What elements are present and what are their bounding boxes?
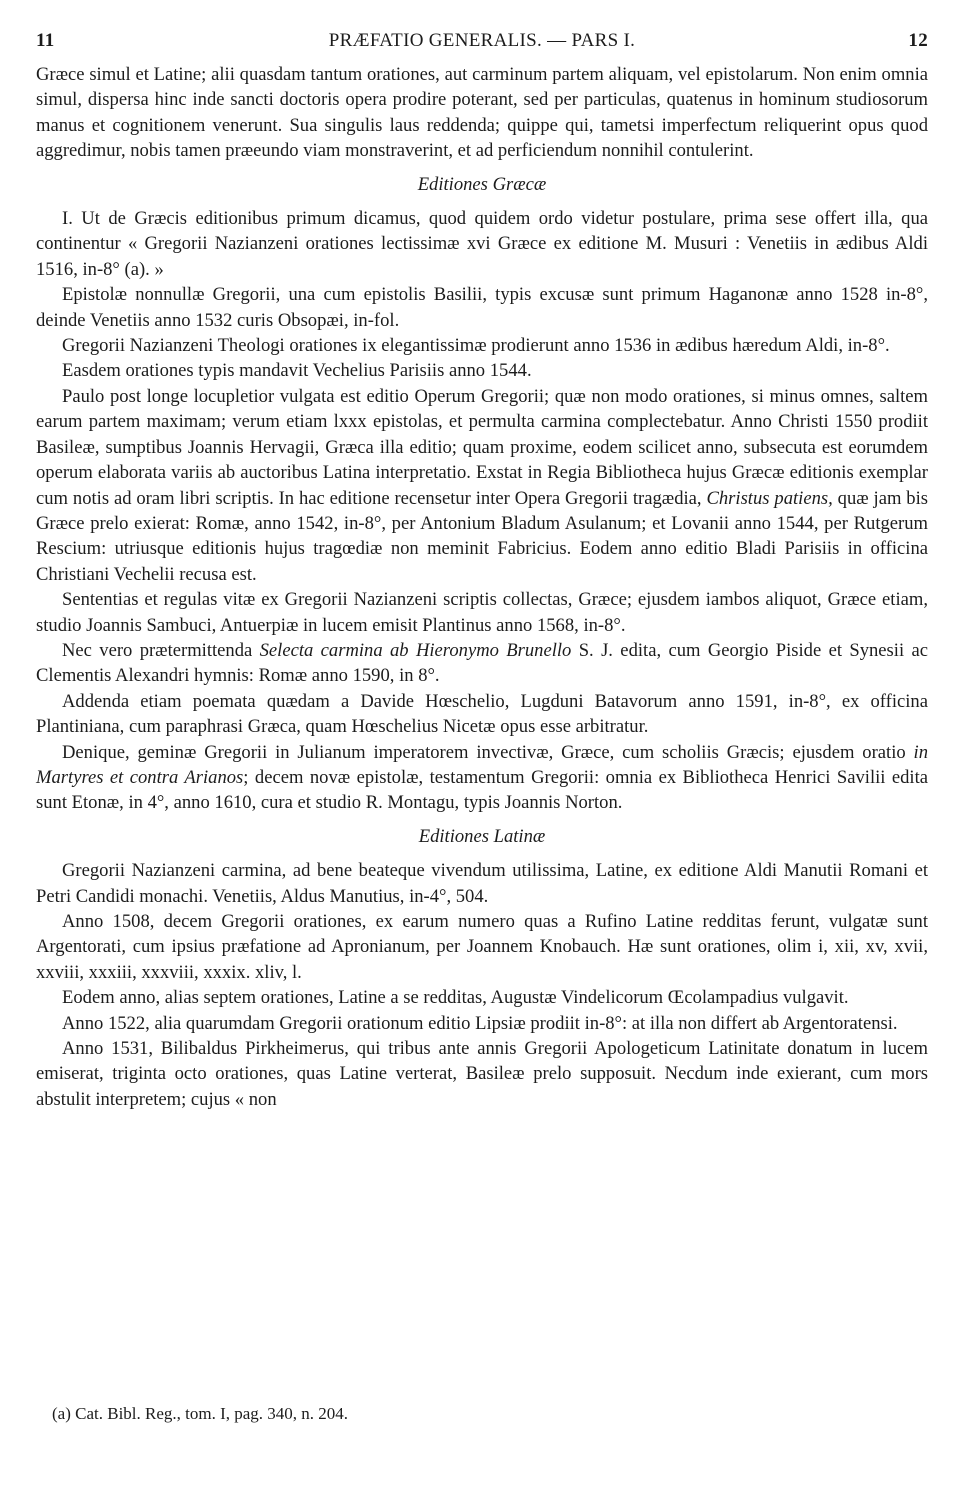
paragraph-latinae-4: Anno 1522, alia quarumdam Gregorii orationum editio Lipsiæ prodiit in-8°: at illa non differt ab Argentoratensi. xyxy=(62,1012,898,1034)
paragraph-graecae-9-part-a: Denique, geminæ Gregorii in Julianum imperatorem invectivæ, Græce, cum scholiis Græcis; ejusdem oratio xyxy=(62,741,914,763)
paragraph-graecae-8: Addenda etiam poemata quædam a Davide Hœschelio, Lugduni Batavorum anno 1591, in-8°, ex officina Plantiniana, cum paraphrasi Græca, quam Hœschelius Nicetæ opus esse arbitratur. xyxy=(36,690,928,738)
work-title-in-martyres: in Martyres et contra Arianos xyxy=(36,741,928,788)
paragraph-graecae-1: I. Ut de Græcis editionibus primum dicamus, quod quidem ordo videtur postulare, prima sese offert illa, qua continentur « Gregorii Nazianzeni orationes lectissimæ xvi Græce ex editione M. Musuri : Venetiis in ædibus Aldi 1516, in-8° (a). » xyxy=(36,208,928,280)
paragraph-latinae-2: Anno 1508, decem Gregorii orationes, ex earum numero quas a Rufino Latine redditas ferunt, vulgatæ sunt Argentorati, cum ipsius præfatione ad Apronianum, per Joannem Knobauch. Hæ sunt orationes, olim i, xii, xv, xvii, xxviii, xxxiii, xxxviii, xxxix. xliv, l. xyxy=(36,911,928,983)
paragraph-graecae-4: Easdem orationes typis mandavit Vechelius Parisiis anno 1544. xyxy=(62,360,532,382)
section-heading-graecae: Editiones Græcæ xyxy=(417,173,547,195)
section-heading-latinae: Editiones Latinæ xyxy=(418,825,546,847)
paragraph-graecae-6: Sententias et regulas vitæ ex Gregorii Nazianzeni scriptis collectas, Græce; ejusdem iambos aliquot, Græce etiam, studio Joannis Sambuci, Antuerpiæ in lucem emisit Plantinus anno 1568, in-8°. xyxy=(36,589,928,636)
paragraph-graecae-5-part-b: quæ jam bis Græce prelo exierat: Romæ, anno 1542, in-8°, per Antonium Bladum Asulanum; et Lovanii anno 1544, per Rutgerum Rescium: utriusque editionis hujus tragœdiæ non meminit Fabricius. Eodem anno editio Bladi Parisiis in officina Christiani Vechelii recusa est. xyxy=(36,487,929,585)
paragraph-graecae-2: Epistolæ nonnullæ Gregorii, una cum epistolis Basilii, typis excusæ sunt primum Haganonæ anno 1528 in-8°, deinde Venetiis anno 1532 curis Obsopæi, in-fol. xyxy=(36,284,928,331)
paragraph-latinae-1: Gregorii Nazianzeni carmina, ad bene beateque vivendum utilissima, Latine, ex editione Aldi Manutii Romani et Petri Candidi monachi. Venetiis, Aldus Manutius, in-4°, 504. xyxy=(36,860,928,907)
body-text xyxy=(36,62,928,1112)
paragraph-graecae-5 xyxy=(36,384,928,587)
paragraph-graecae-7 xyxy=(36,638,928,689)
running-title: PRÆFATIO GENERALIS. — PARS I. xyxy=(328,30,636,51)
running-head xyxy=(36,30,928,62)
paragraph-graecae-7-part-a: Nec vero prætermittenda xyxy=(62,639,260,661)
footnote: (a) Cat. Bibl. Reg., tom. I, pag. 340, n. 204. xyxy=(52,1404,349,1423)
document-page xyxy=(36,30,928,1112)
page-number-left: 11 xyxy=(36,30,55,51)
paragraph-latinae-5: Anno 1531, Bilibaldus Pirkheimerus, qui tribus ante annis Gregorii Apologeticum Latinitate donatum in lucem emiserat, triginta octo orationes, quas Latine verterat, Basileæ prelo supposuit. Necdum inde exierant, cum mors abstulit interpretem; cujus « non xyxy=(36,1038,928,1110)
work-title-christus-patiens: Christus patiens, xyxy=(706,487,833,509)
paragraph-graecae-9 xyxy=(36,740,928,816)
paragraph-latinae-3: Eodem anno, alias septem orationes, Latine a se redditas, Augustæ Vindelicorum Œcolampadius vulgavit. xyxy=(62,987,849,1009)
work-title-selecta-carmina: Selecta carmina ab Hieronymo Brunello xyxy=(259,639,572,661)
paragraph-graecae-9-part-b: ; decem novæ epistolæ, testamentum Gregorii: omnia ex Bibliotheca Henrici Savilii edita sunt Etonæ, in 4°, anno 1610, cura et studio R. Montagu, typis Joannis Norton. xyxy=(36,766,929,814)
paragraph-graecae-5-part-a: Paulo post longe locupletior vulgata est editio Operum Gregorii; quæ non modo orationes, si minus omnes, saltem earum partem maximam; verum etiam lxxx epistolas, et permulta carmina complectebatur. Anno Christi 1550 prodiit Basileæ, sumptibus Joannis Hervagii, Græca illa editio; quam proxime, eodem scilicet anno, subsecuta est eorumdem operum elaborata variis ab auctoribus Latina interpretatio. Exstat in Regia Bibliotheca hujus Græcæ editionis exemplar cum notis ad oram libri scriptis. In hac editione recensetur inter Opera Gregorii tragædia, xyxy=(36,385,928,509)
page-number-right: 12 xyxy=(908,30,928,51)
paragraph-graecae-7-part-b: S. J. edita, cum Georgio Piside et Synesii ac Clementis Alexandri hymnis: Romæ anno 1590, in 8°. xyxy=(36,639,928,687)
intro-paragraph: Græce simul et Latine; alii quasdam tantum orationes, aut carminum partem aliquam, vel epistolarum. Non enim omnia simul, dispersa hinc inde sancti doctoris opera prodire poterant, sed per particulas, quatenus in hominum studiosorum manus et cognitionem venerunt. Sua singulis laus reddenda; quippe qui, tametsi imperfectum reliquerint opus quod aggredimur, nobis tamen præeundo viam monstraverint, et ad perficiendum nonnihil contulerint. xyxy=(36,64,928,162)
paragraph-graecae-3: Gregorii Nazianzeni Theologi orationes ix elegantissimæ prodierunt anno 1536 in ædibus hæredum Aldi, in-8°. xyxy=(62,335,890,357)
